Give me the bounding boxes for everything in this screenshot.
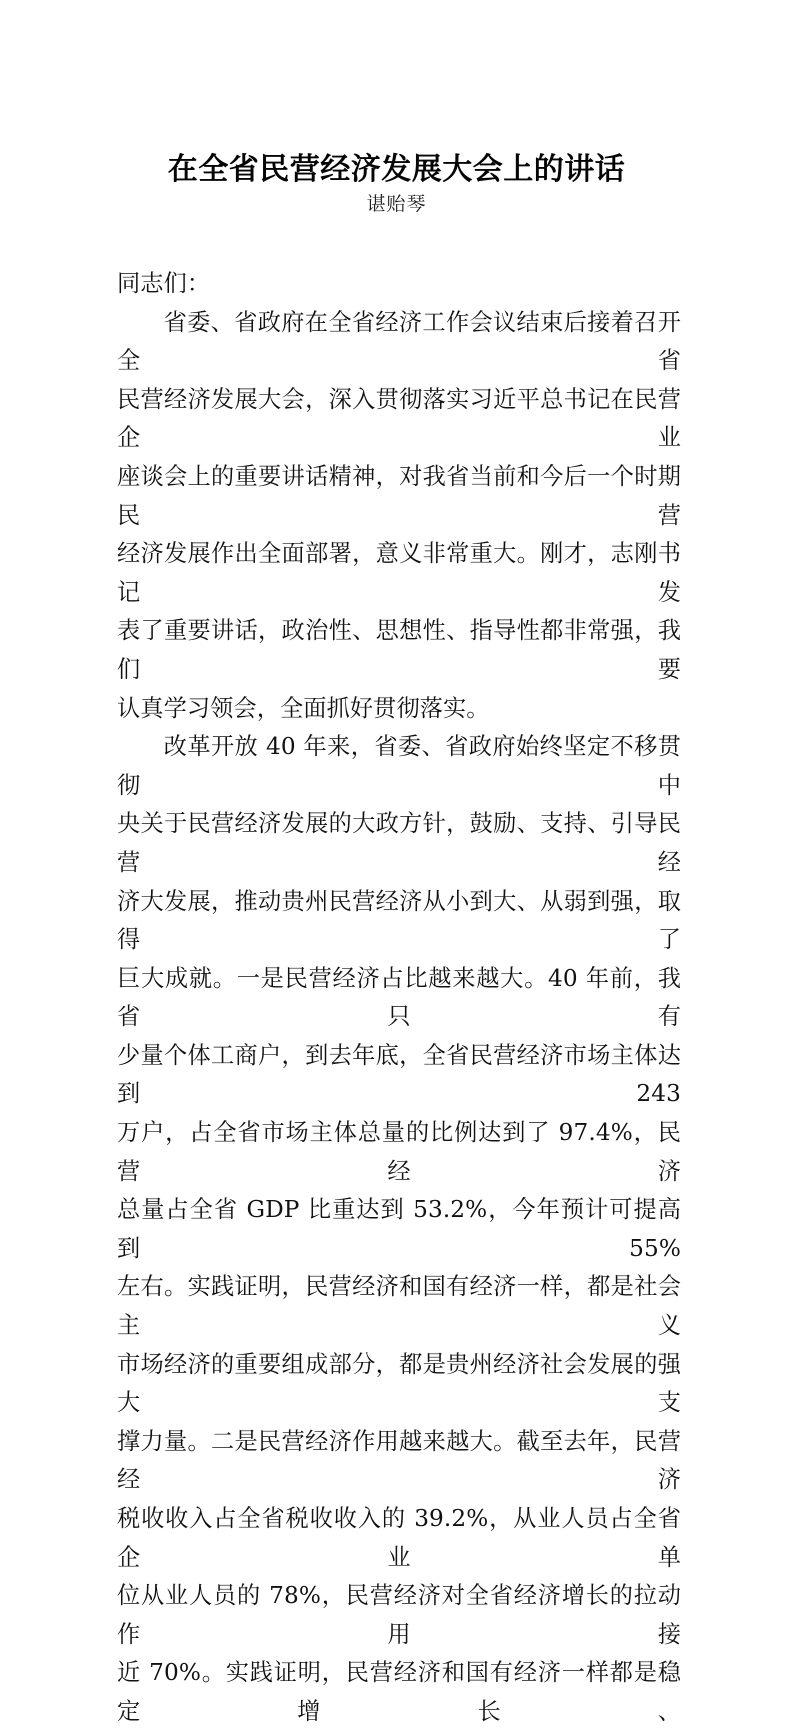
paragraph-line: 座谈会上的重要讲话精神，对我省当前和今后一个时期民营 (117, 462, 681, 529)
paragraph-line: 巨大成就。一是民营经济占比越来越大。40 年前，我省只有 (117, 964, 681, 1031)
salutation (117, 265, 681, 304)
paragraph-line: 左右。实践证明，民营经济和国有经济一样，都是社会主义 (117, 1273, 681, 1340)
paragraph-line (117, 728, 681, 805)
paragraph-line: 位从业人员的 78%，民营经济对全省经济增长的拉动作用接 (117, 1582, 681, 1648)
paragraph-line: 近 70%。实践证明，民营经济和国有经济一样都是稳定增长、 (117, 1659, 681, 1725)
paragraph-2 (117, 728, 681, 1731)
paragraph-line: 税收收入占全省税收收入的 39.2%，从业人员占全省企业单 (117, 1505, 681, 1571)
paragraph-line: 央关于民营经济发展的大政方针，鼓励、支持、引导民营经 (117, 810, 681, 876)
paragraph-line: 济大发展，推动贵州民营经济从小到大、从弱到强，取得了 (117, 887, 681, 954)
paragraph-line (117, 304, 681, 381)
paragraph-line: 少量个体工商户，到去年底，全省民营经济市场主体达到 243 (117, 1041, 681, 1108)
paragraph-line: 总量占全省 GDP 比重达到 53.2%，今年预计可提高到 55% (117, 1196, 681, 1262)
paragraph-line: 撑力量。二是民营经济作用越来越大。截至去年，民营经济 (117, 1427, 681, 1494)
paragraph-line: 民营经济发展大会，深入贯彻落实习近平总书记在民营企业 (117, 385, 681, 452)
paragraph-line: 市场经济的重要组成部分，都是贵州经济社会发展的强大支 (117, 1350, 681, 1417)
paragraph-line-text: 改革开放 40 年来，省委、省政府始终坚定不移贯彻中 (117, 733, 681, 799)
document-author: 谌贻琴 (366, 193, 427, 215)
paragraph-1 (117, 304, 681, 729)
paragraph-line: 认真学习领会，全面抓好贯彻落实。 (117, 694, 490, 722)
paragraph-line-text: 省委、省政府在全省经济工作会议结束后接着召开全省 (117, 308, 681, 375)
paragraph-line: 万户，占全省市场主体总量的比例达到了 97.4%，民营经济 (117, 1119, 681, 1185)
salutation-line: 同志们： (117, 270, 211, 297)
paragraph-line: 表了重要讲话，政治性、思想性、指导性都非常强，我们要 (117, 617, 681, 683)
document-body (117, 265, 681, 1732)
page-title: 在全省民营经济发展大会上的讲话 (167, 152, 626, 188)
paragraph-line: 经济发展作出全面部署，意义非常重大。刚才，志刚书记发 (117, 540, 681, 606)
